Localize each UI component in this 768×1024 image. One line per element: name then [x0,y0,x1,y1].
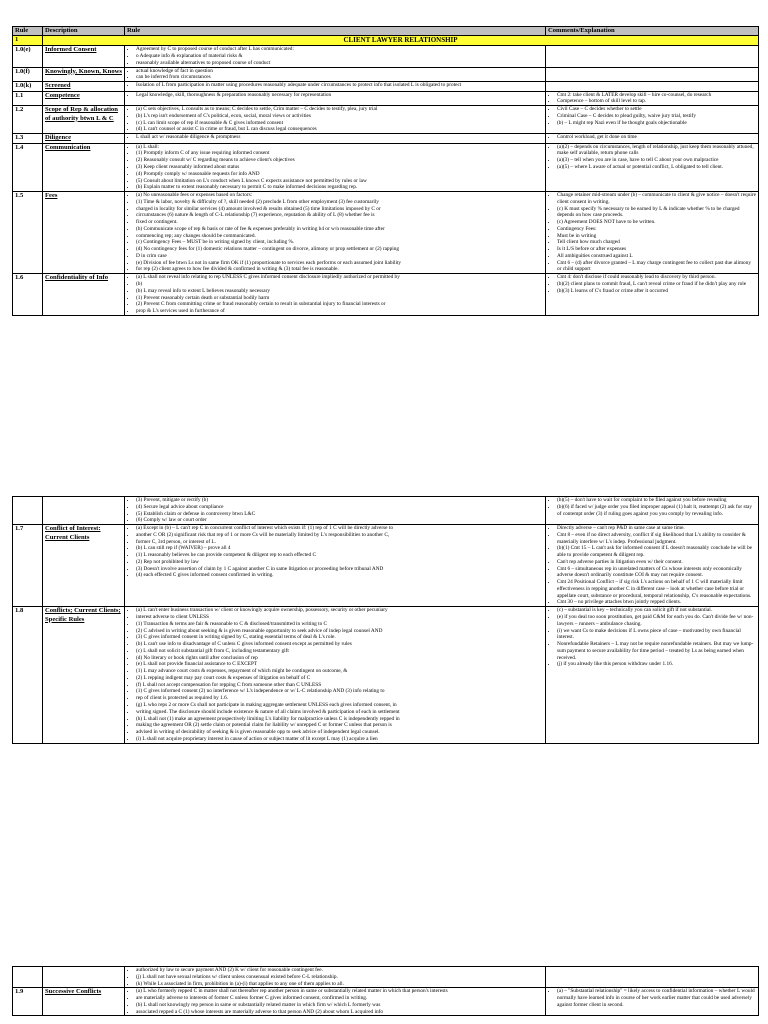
rule-row [13,134,759,143]
rule-row [13,143,759,191]
rule-list [127,144,543,191]
comments-list [548,92,756,106]
rule-line: • (a) L can't enter business transaction w/ client or knowingly acquire ownership, possessory, security or other pecuniary [136,607,543,614]
rule-row [13,967,759,988]
comments-cell [546,143,759,191]
rule-description: Fees [43,192,125,274]
rule-line: • (b) L may reveal info to extent L believes reasonably necessary [136,288,543,295]
comment-line: • (c) – substantial is key – technically you can solicit gift if not substantial. [557,607,756,614]
rule-text [125,988,546,1016]
rule-text [125,91,546,106]
comment-line: • (a)(2) – depends on circumstances, length of relationship, just keep them reasonably attuned, make self available, return phone calls [557,144,756,158]
rule-line: • (1) Time & labor, novelty & difficulty of ?, skill needed (2) preclude L from other employment (3) fee customarily [136,199,543,206]
comment-line: • Cmt 4: don't disclose if could reasonably lead to discovery by third person. [557,274,756,281]
comments-cell [546,91,759,106]
comments-cell [546,134,759,143]
section-title: CLIENT LAWYER RELATIONSHIP [43,36,759,46]
comments-cell [546,967,759,988]
rule-line: • (b) Communicate scope of rep & basis or rate of fee & expenses preferably in writing b4 or w/n reasonable time after [136,226,543,233]
rule-line: • can be inferred from circumstances [136,74,543,81]
rule-line: • (6) Comply w/ law or court order [136,517,543,524]
rule-text [125,106,546,134]
rule-line: • advised in writing of desirability of seeking & is given reasonable opp to seek advice of independent legal counsel. [136,729,543,736]
rules-table-page-1 [12,26,759,316]
rule-line: • (e) Division of fee btwn Ls not in same firm OK if (1) proportionate to services each performs or each assumed joint liability [136,260,543,267]
comments-list [548,144,756,171]
rules-table-page-2 [12,496,759,744]
comment-line: • Criminal Case – C decides to plead guilty, waive jury trial, testify [557,113,756,120]
rule-number: 1.1 [13,91,43,106]
comment-line: • (c) K must specify % necessary to be earned by L & indicate whether % to be charged depends on how case proceeds. [557,206,756,220]
rule-line: • (b) L's rep isn't endorsement of C's political, econ, social, moral views or activities [136,113,543,120]
comment-line: • (b)(5) – don't have to wait for complaint to be filed against you before revealing [557,497,756,504]
section-row [13,36,759,46]
comments-cell [546,192,759,274]
header-comments: Comments/Explanation [546,27,759,36]
rule-line: • (a) No unreasonable fees or expenses based on factors: [136,192,543,199]
header-row [13,27,759,36]
rule-line: • (4) Promptly comply w/ reasonable requests for info AND [136,171,543,178]
rule-line: • (2) Rep not prohibited by law [136,559,543,566]
rule-list [127,607,543,742]
rule-line: • (b) L can't use info to disadvantage of C unless C gives informed consent except as permitted by rules [136,641,543,648]
rule-line: • (a) L shall not reveal info relating to rep UNLESS C gives informed consent disclosure impliedly authorized or permitted by [136,274,543,281]
comment-line: • (j) if you already like this person withdraw under 1.16. [557,661,756,668]
comments-list [548,134,756,141]
rule-description: Successive Conflicts [43,988,125,1016]
rule-text [125,134,546,143]
rule-list [127,106,543,133]
rule-text [125,67,546,82]
comments-list [548,274,756,294]
rule-line: • (b) Explain matter to extent reasonably necessary to permit C to make informed decisions regarding rep. [136,184,543,191]
rule-line: • (1) Prevent reasonably certain death or substantial bodily harm [136,295,543,302]
rule-line: • (h) L shall not (1) make an agreement prospectively limiting L's liability for malpractice unless C is independently repped in [136,716,543,723]
rule-line: • (2) L repping indigent may pay court costs & expenses of litigation on behalf of C [136,675,543,682]
rule-line: • another C OR (2) significant risk that rep of 1 or more Cs will be materially limited by L's responsibilities to another C, [136,532,543,539]
rule-description: Conflicts; Current Clients; Specific Rules [43,607,125,743]
comment-line: • All ambiguities construed against L [557,253,756,260]
rule-number: 1.0(f) [13,67,43,82]
rule-list [127,497,543,524]
rule-line: • (4) each effected C gives informed consent confirmed in writing. [136,572,543,579]
rule-line: • charged in locality for similar services (4) amount involved & results obtained (5) time limitations imposed by C or [136,206,543,213]
rule-line: • (1) L may advance court costs & expenses, repayment of which might be contingent on outcome, & [136,668,543,675]
rule-description: Informed Consent [43,46,125,67]
rule-line: • (3) Doesn't involve assertion of claim by 1 C against another C in same litigation or proceeding before tribunal AND [136,566,543,573]
comment-line: • (c) Agreement DOES NOT have to be written. [557,219,756,226]
rule-line: • actual knowledge of fact in question [136,68,543,75]
comment-line: • Directly adverse – can't rep P&D in same case at same time. [557,525,756,532]
rule-line: • are materially adverse to interests of former C unless former C gives informed consent, confirmed in writing. [136,995,543,1002]
rule-line: • commencing rep; any changes should be communicated. [136,233,543,240]
comments-list [548,192,756,273]
comment-line: • (e) if you deal too soon prostitution, get paid C&M for each you do. Can't divide fee w/ non-lawyers – runners – ambulance chasing. [557,614,756,628]
comments-list [548,988,756,1008]
header-rule-no: Rule [13,27,43,36]
rule-line: • (d) L can't counsel or assist C in crime or fraud, but L can discuss legal consequences [136,126,543,133]
rule-description: Communication [43,143,125,191]
rule-row [13,525,759,607]
comment-line: • (b) – L might rep Nazi even if he thought goals objectionable [557,120,756,127]
rule-line: • Agreement by C to proposed course of conduct after L has communicated: [136,46,543,53]
rule-text [125,607,546,743]
comment-line: • Is it L/S before or after expenses [557,246,756,253]
comment-line: • Must be in writing [557,233,756,240]
rule-description [43,497,125,525]
rule-number: 1.3 [13,134,43,143]
rule-line: • (j) L shall not have sexual relations w/ client unless consensual existed before C-L relationship. [136,974,543,981]
rule-description: Screened [43,82,125,91]
rule-text [125,46,546,67]
rule-row [13,106,759,134]
rule-line: • (2) C advised in writing about seeking & is given reasonable opportunity to seek advice of indep legal counsel AND [136,628,543,635]
comments-cell [546,497,759,525]
rule-number [13,967,43,988]
rule-line: • (a) L who formerly repped C in matter shall not thereafter rep another person in same or substantially related matter in which that person's interests [136,988,543,995]
comments-cell [546,607,759,743]
rule-line: • (d) No contingency fees for (1) domestic relations matter – contingent on divorce, alimony or prop settlement or (2) rapping [136,246,543,253]
rule-text [125,192,546,274]
rule-line: • prop & L's services used in furtherance of [136,308,543,315]
rule-list [127,967,543,987]
rule-line: • (a) L shall: [136,144,543,151]
comments-cell [546,274,759,316]
comment-line: • (b)(3) L learns of C's fraud or crime after it occurred [557,288,756,295]
comment-line: • Tell client how much charged [557,239,756,246]
comments-list [548,106,756,126]
rule-line: • (f) L shall not accept compensation for repping C from someone other than C UNLESS [136,682,543,689]
comment-line: • (b)(6) if faced w/ judge order you filed improper appeal (1) halt it, reattempt (2) ask for stay of contempt order (3) if ruling goes against you you comply by revealing info. [557,504,756,518]
rule-line: • (5) Consult about limitation on L's conduct when L knows C expects assistance not permitted by rules or law [136,178,543,185]
rule-line: • writing signed. The disclosure should include existence & nature of all claims involved & participation of each in settlement [136,709,543,716]
rule-row [13,988,759,1016]
rule-line: • (a) C sets objectives, L consults as to means; C decides to settle, Crim matter – C decides to testify, plea, jury trial [136,106,543,113]
rule-line: • rep of client is protected as required by 1.6. [136,695,543,702]
rule-line: • (g) L who reps 2 or more Cs shall not participate in making aggregate settlement UNLESS each gives informed consent, in [136,702,543,709]
rule-line: • Legal knowledge, skill, thoroughness & preparation reasonably necessary for representation [136,92,543,99]
rule-row [13,67,759,82]
rule-line: • (c) Contingency Fees – MUST be in writing signed by client, including %. [136,239,543,246]
rule-description: Diligence [43,134,125,143]
rule-number: 1.4 [13,143,43,191]
comment-line: • Cmt 6 – simultaneous rep in unrelated matters of Cs whose interests only economically adverse doesn't ordinarily constitute COI & may not require consent. [557,566,756,580]
header-description: Description [43,27,125,36]
comments-cell [546,67,759,82]
rule-text [125,967,546,988]
comment-line: • (b)(1) Cmt 15 – L can't ask for informed consent if L doesn't reasonably conclude he will be able to provide competent & diligent rep. [557,545,756,559]
rule-row [13,607,759,743]
comment-line: • (a)(3) – tell when you are in case, have to tell C about your own malpractice [557,157,756,164]
rule-list [127,134,543,141]
rule-description: Confidentiality of Info [43,274,125,316]
rule-list [127,68,543,82]
rule-number: 1.6 [13,274,43,316]
rule-line: • making the agreement OR (2) settle claim or potential claim for liability w/ unrepped C or former C unless that person is [136,722,543,729]
rule-text [125,525,546,607]
rule-line: • associated repped a C (1) whose interests are materially adverse to that person AND (2) about whom L acquired info [136,1009,543,1016]
rule-row [13,274,759,316]
rule-text [125,143,546,191]
comments-list [548,607,756,668]
rule-description [43,967,125,988]
rule-line: • (1) C gives informed consent (2) no interference w/ L's independence or w/ L-C relationship AND (3) info relating to [136,688,543,695]
rule-description: Conflict of Interest: Current Clients [43,525,125,607]
rule-number: 1.2 [13,106,43,134]
comment-line: • (i) we want Cs to make decisions if L owns piece of case – motivated by own financial interest. [557,628,756,642]
rule-line: • (c) L can limit scope of rep if reasonable & C gives informed consent [136,120,543,127]
comments-list [548,497,756,517]
comment-line: • Control workload, get it done on time [557,134,756,141]
rule-description: Knowingly, Known, Knows [43,67,125,82]
rule-line: • (4) Secure legal advice about compliance [136,504,543,511]
rule-line: • (5) Establish claim or defense in controversy btwn L&C [136,511,543,518]
header-rule: Rule [125,27,546,36]
comment-line: • Cmt 6 – (d) after divorce granted – L may charge contingent fee to collect past due alimony or child support [557,260,756,274]
rule-line: • L shall act w/ reasonable diligence & promptness [136,134,543,141]
rule-number: 1.7 [13,525,43,607]
rule-number: 1.8 [13,607,43,743]
comment-line: • Change retainer mid-stream under (b) – communicate to client & give notice – doesn't require client consent in writing. [557,192,756,206]
rule-line: • D in crim case [136,253,543,260]
comments-cell [546,82,759,91]
rule-line: • for rep (2) client agrees to how fee divided & confirmed in writing & (3) total fee is reasonable. [136,266,543,273]
rule-line: • (k) While Ls associated in firm, prohibition in (a)-(i) that applies to any one of them applies to all. [136,981,543,988]
comment-line: • (a)(5) – where L aware of actual or potential conflict, L obligated to tell client. [557,164,756,171]
rule-line: • Isolation of L from participation in matter using procedures reasonably adequate under circumstances to protect info that isolated L is obligated to protect [136,82,543,89]
comment-line: • Cmt 8 – even if no direct adversity, conflict if sig likelihood that L's ability to consider & materially interfere w/ L's indep. Professional judgment. [557,532,756,546]
rule-line: • (1) Promptly inform C of any issue requiring informed consent [136,150,543,157]
rule-description: Competence [43,91,125,106]
rule-line: • (3) Keep client reasonably informed about status [136,164,543,171]
rule-row [13,82,759,91]
rules-table-page-3 [12,966,759,1016]
comment-line: • Competence – bottom of skill level to tap. [557,98,756,105]
rule-list [127,274,543,315]
rule-line: • (e) L shall not provide financial assistance to C EXCEPT [136,661,543,668]
comment-line: • Cmt 2: take client & LATER develop skill – hire co-counsel, do research [557,92,756,99]
rule-line: • (a) Except in (b) – L can't rep C in concurrent conflict of interest which exists if: (1) rep of 1 C will be directly adverse to [136,525,543,532]
comments-cell [546,46,759,67]
rule-line: • reasonably available alternatives to proposed course of conduct [136,60,543,67]
rule-line: • (3) C gives informed consent in writing signed by C, stating essential terms of deal & L's role. [136,634,543,641]
rule-line: • (d) No literary or book rights until after conclusion of rep [136,655,543,662]
rule-number: 1.5 [13,192,43,274]
comment-line: • Contingency Fees: [557,226,756,233]
rule-list [127,525,543,579]
comment-line: • Can't rep adverse parties in litigation even w/ their consent. [557,559,756,566]
comments-cell [546,525,759,607]
rule-line: • (i) L shall not acquire proprietary interest in cause of action or subject matter of lit except L may (1) acquire a lien [136,736,543,743]
rule-number [13,497,43,525]
rule-line: • (1) L reasonably believes he can provide competent & diligent rep to each effected C [136,552,543,559]
rule-text [125,497,546,525]
rule-text [125,82,546,91]
rule-line: • circumstances (6) nature & length of C-L relationship (7) experience, reputation & ability of L (8) whether fee is [136,212,543,219]
rule-number: 1.0(e) [13,46,43,67]
rule-line: • former C, 3rd person, or interest of L. [136,539,543,546]
comment-line: • (b)(2) client plans to commit fraud, L can't reveal crime or fraud if he didn't play any role [557,281,756,288]
rule-row [13,91,759,106]
rule-number: 1.9 [13,988,43,1016]
rule-text [125,274,546,316]
rule-row [13,192,759,274]
rule-list [127,46,543,66]
comment-line: • Cmt 24 Positional Conflict – if sig risk L's actions on behalf of 1 C will materially limit effectiveness in repping another C in different case – look at whether case before trial or appellate court, substance or procedural, temporal relationship, C's reasonable expectations. [557,579,756,599]
rule-number: 1.0(k) [13,82,43,91]
rule-list [127,192,543,273]
rule-row [13,497,759,525]
comment-line: • Cmt 30 – no privilege attaches btwn jointly repped clients. [557,599,756,606]
rule-line: • o Adequate info & explanation of material risks & [136,53,543,60]
rule-line: • (b) L can still rep if (WAIVER) – prove all 4 [136,545,543,552]
rule-line: • (2) Reasonably consult w/ C regarding means to achieve client's objectives [136,157,543,164]
rule-row [13,46,759,67]
comment-line: • (a) – "Substantial relationship" = likely access to confidential information – whether L would normally have learned info in course of her work earlier matter that could be used adversely against former client in second. [557,988,756,1008]
rule-line: • fixed or contingent. [136,219,543,226]
rule-line: • (1) Transaction & terms are fair & reasonable to C & disclosed/transmitted in writing to C [136,621,543,628]
rule-line: • interest adverse to client UNLESS [136,614,543,621]
rule-line: • (c) L shall not solicit substantial gift from C, including testamentary gift [136,648,543,655]
rule-description: Scope of Rep & allocation of authority btwn L & C [43,106,125,134]
section-number: 1 [13,36,43,46]
rule-list [127,92,543,99]
rule-line: • (b) L shall not knowingly rep person in same or substantially related matter in which firm w/ which L formerly was [136,1002,543,1009]
comments-cell [546,988,759,1016]
comment-line: • Nonrefundable Retainers – L may not be require nonrefundable retainers. But may we lump-sum payment to secure availability for time period – treated by Ls as being earned when received. [557,641,756,661]
comments-list [548,525,756,606]
rule-list [127,82,543,89]
comment-line: • Civil Case – C decides whether to settle [557,106,756,113]
rule-line: • (b) [136,281,543,288]
rule-line: • (2) Prevent C from committing crime or fraud reasonably certain to result in substantial injury to financial interests or [136,301,543,308]
comments-cell [546,106,759,134]
rule-line: • (3) Prevent, mitigate or rectify (b) [136,497,543,504]
rule-list [127,988,543,1015]
rule-line: • authorized by law to secure payment AND (2) K w/ client for reasonable contingent fee. [136,967,543,974]
